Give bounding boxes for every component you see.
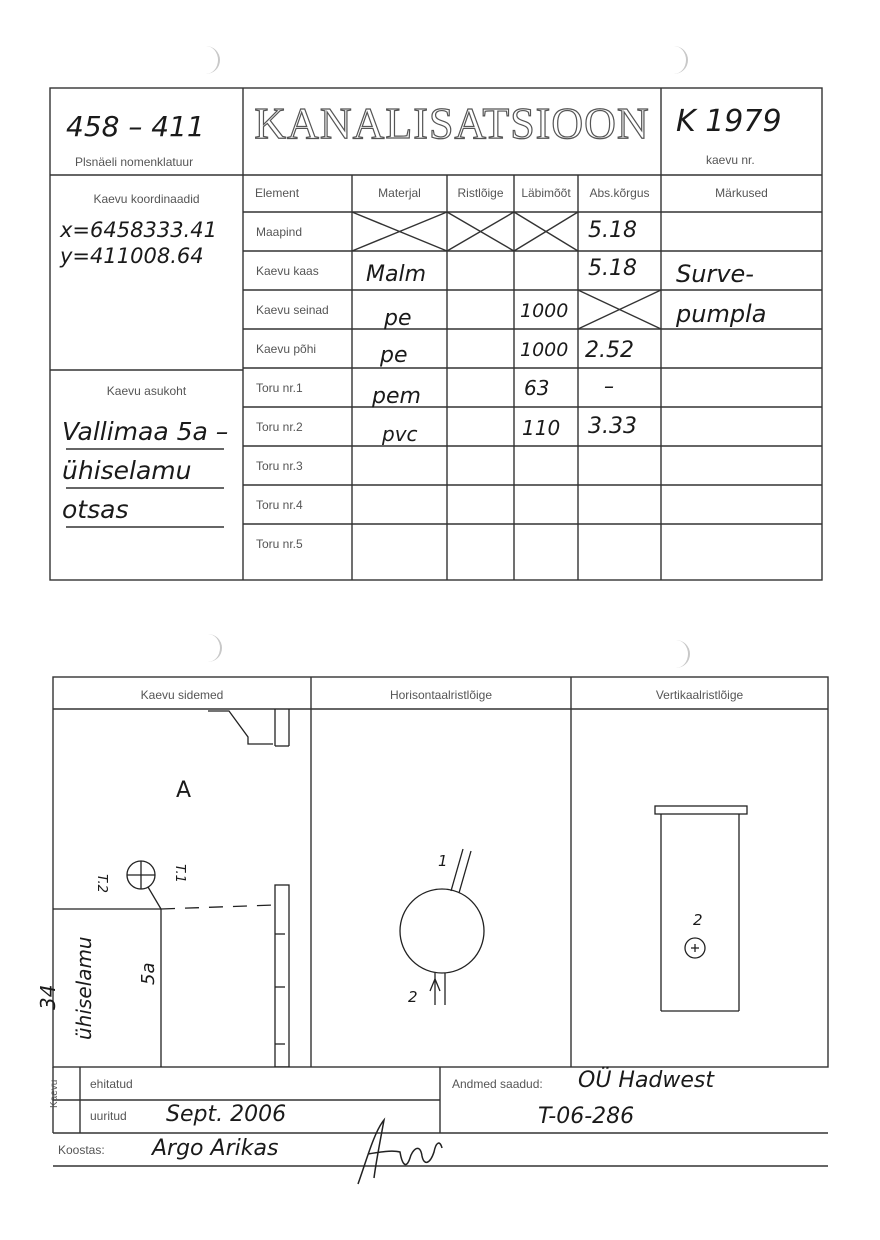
data-source-value: OÜ Hadwest — [578, 1068, 715, 1093]
sketch-header: Vertikaalristlõige — [655, 688, 744, 702]
cell-material: pem — [372, 384, 421, 409]
location-line-3: otsas — [62, 495, 129, 524]
column-header: Element — [255, 186, 300, 200]
row-element: Toru nr.4 — [256, 498, 303, 512]
site-label-t2: T.2 — [93, 874, 109, 893]
data-source-code: T-06-286 — [538, 1104, 635, 1129]
location-line-1: Vallimaa 5a – — [62, 417, 229, 446]
cell-diameter: 1000 — [520, 300, 569, 322]
footer-side-label: Kaevu — [49, 1079, 60, 1108]
data-source-label: Andmed saadud: — [452, 1077, 543, 1091]
building-address: 5a — [138, 962, 159, 985]
restored-label: ehitatud — [90, 1077, 133, 1091]
row-element: Maapind — [256, 225, 303, 239]
vertical-pipe-label: 2 — [693, 911, 703, 929]
coord-x: x=6458333.41 — [60, 218, 217, 242]
column-header: Märkused — [715, 186, 768, 200]
sketch-header: Horisontaalristlõige — [389, 688, 493, 702]
coord-y: y=411008.64 — [60, 244, 204, 268]
row-element: Toru nr.5 — [256, 537, 303, 551]
nomenclature-value: 458 – 411 — [66, 110, 205, 143]
row-element: Kaevu seinad — [256, 303, 329, 317]
building-number: 34 — [36, 984, 60, 1010]
nomenclature-label: Plsnäeli nomenklatuur — [75, 155, 194, 169]
column-header: Materjal — [378, 186, 421, 200]
row-element: Toru nr.3 — [256, 459, 303, 473]
well-number-label: kaevu nr. — [706, 153, 755, 167]
cell-material: Malm — [366, 262, 427, 287]
cell-height: 5.18 — [588, 218, 637, 243]
coords-label: Kaevu koordinaadid — [93, 192, 200, 206]
row-element: Kaevu kaas — [256, 264, 319, 278]
cell-material: pvc — [382, 422, 418, 446]
pipe-1-label: 1 — [438, 852, 448, 870]
cell-height: 2.52 — [585, 338, 634, 363]
remark-line-1: Surve- — [676, 260, 754, 288]
page-title: KANALISATSIOON — [254, 99, 650, 148]
cell-diameter: 1000 — [520, 339, 569, 361]
cell-material: pe — [384, 306, 412, 331]
location-label: Kaevu asukoht — [106, 384, 187, 398]
site-label-t1: T.1 — [171, 864, 187, 883]
location-line-2: ühiselamu — [62, 456, 192, 485]
author-label: Koostas: — [58, 1143, 105, 1157]
column-header: Abs.kõrgus — [589, 186, 650, 200]
building-name: ühiselamu — [72, 936, 96, 1040]
surveyed-label: uuritud — [90, 1109, 127, 1123]
site-label-a: A — [176, 778, 192, 803]
cell-height: 3.33 — [588, 414, 637, 439]
cell-diameter: 110 — [522, 416, 561, 440]
cell-material: pe — [380, 343, 408, 368]
cell-height: – — [604, 374, 614, 398]
column-header: Läbimõõt — [521, 186, 571, 200]
row-element: Toru nr.2 — [256, 420, 303, 434]
surveyed-value: Sept. 2006 — [166, 1102, 287, 1127]
author-value: Argo Arikas — [152, 1136, 279, 1161]
cell-height: 5.18 — [588, 256, 637, 281]
row-element: Kaevu põhi — [256, 342, 317, 356]
cell-diameter: 63 — [524, 376, 550, 400]
sketch-header: Kaevu sidemed — [140, 688, 224, 702]
column-header: Ristlõige — [457, 186, 504, 200]
row-element: Toru nr.1 — [256, 381, 303, 395]
remark-line-2: pumpla — [676, 300, 767, 328]
signature — [350, 1112, 450, 1192]
well-number-value: K 1979 — [676, 104, 782, 139]
pipe-2-label: 2 — [408, 988, 418, 1006]
